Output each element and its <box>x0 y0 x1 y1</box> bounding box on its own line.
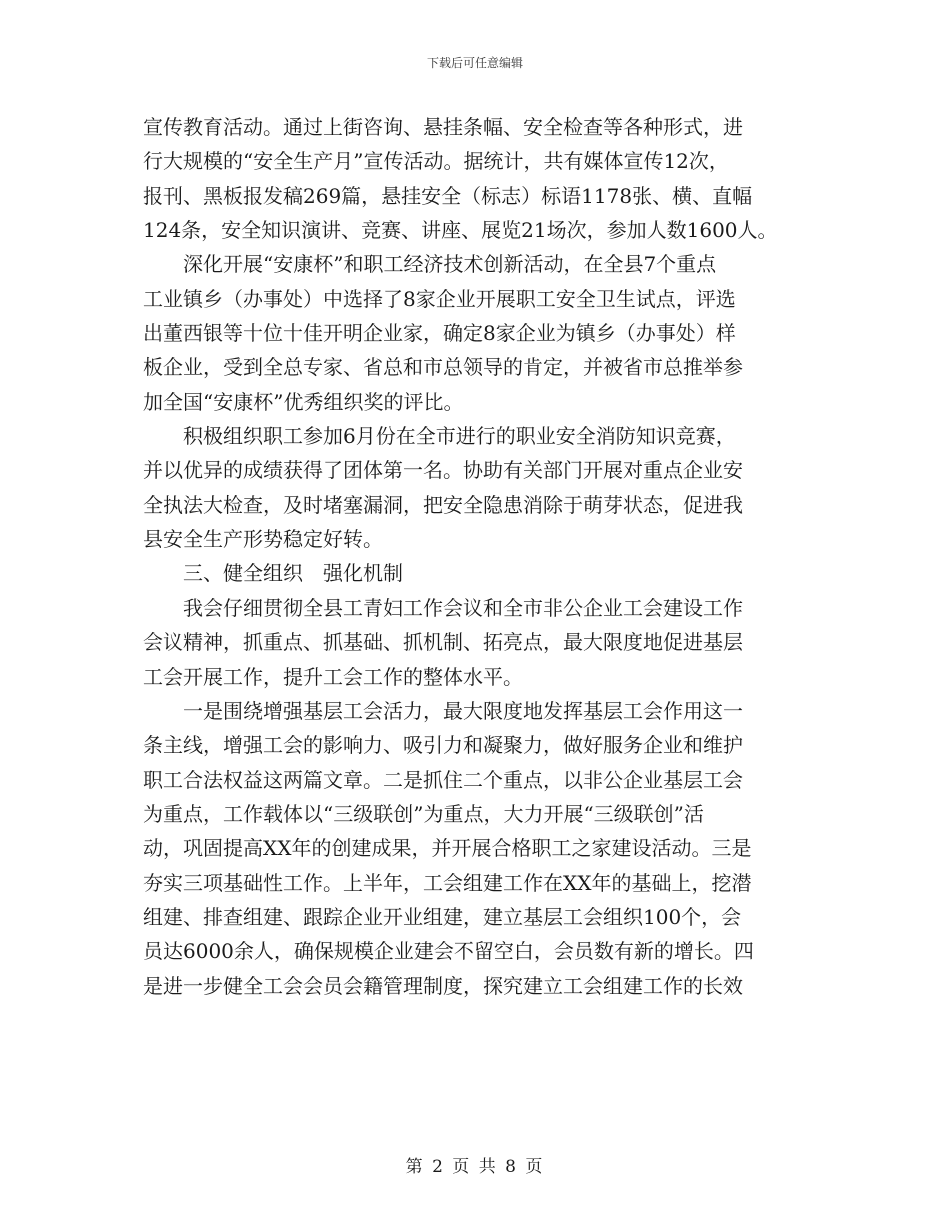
text-line: 出董西银等十位十佳开明企业家，确定8家企业为镇乡（办事处）样 <box>143 321 736 346</box>
text-line: 动，巩固提高XX年的创建成果，并开展合格职工之家建设活动。三是 <box>143 836 752 861</box>
text-line: 加全国“安康杯”优秀组织奖的评比。 <box>143 389 464 414</box>
text-line: 工业镇乡（办事处）中选择了8家企业开展职工安全卫生试点，评选 <box>143 286 736 311</box>
text-line: 一是围绕增强基层工会活力，最大限度地发挥基层工会作用这一 <box>183 698 743 723</box>
text-line: 行大规模的“安全生产月”宣传活动。据统计，共有媒体宣传12次， <box>143 149 729 174</box>
text-line: 报刊、黑板报发稿269篇，悬挂安全（标志）标语1178张、横、直幅 <box>143 183 753 208</box>
page-number-footer: 第 2 页 共 8 页 <box>405 1157 545 1177</box>
text-line: 124条，安全知识演讲、竞赛、讲座、展览21场次，参加人数1600人。 <box>143 218 778 243</box>
text-line: 组建、排查组建、跟踪企业开业组建，建立基层工会组织100个，会 <box>143 904 742 929</box>
text-line: 职工合法权益这两篇文章。二是抓住二个重点，以非公企业基层工会 <box>143 767 743 792</box>
text-line: 为重点，工作载体以“三级联创”为重点，大力开展“三级联创”活 <box>143 801 704 826</box>
text-line: 会议精神，抓重点、抓基础、抓机制、拓亮点，最大限度地促进基层 <box>143 630 743 655</box>
text-line: 县安全生产形势稳定好转。 <box>143 527 383 552</box>
text-line: 三、健全组织 强化机制 <box>183 561 403 586</box>
text-line: 条主线，增强工会的影响力、吸引力和凝聚力，做好服务企业和维护 <box>143 733 743 758</box>
text-line: 板企业，受到全总专家、省总和市总领导的肯定，并被省市总推举参 <box>143 355 743 380</box>
text-line: 宣传教育活动。通过上街咨询、悬挂条幅、安全检查等各种形式，进 <box>143 115 743 139</box>
text-line: 并以优异的成绩获得了团体第一名。协助有关部门开展对重点企业安 <box>143 458 743 483</box>
text-line: 深化开展“安康杯”和职工经济技术创新活动，在全县7个重点 <box>183 252 717 277</box>
text-line: 全执法大检查，及时堵塞漏洞，把安全隐患消除于萌芽状态，促进我 <box>143 492 743 517</box>
text-line: 是进一步健全工会会员会籍管理制度，探究建立工会组建工作的长效 <box>143 973 743 998</box>
text-line: 工会开展工作，提升工会工作的整体水平。 <box>143 664 523 689</box>
text-line: 我会仔细贯彻全县工青妇工作会议和全市非公企业工会建设工作 <box>183 595 743 620</box>
text-line: 夯实三项基础性工作。上半年，工会组建工作在XX年的基础上，挖潜 <box>143 870 752 895</box>
text-line: 积极组织职工参加6月份在全市进行的职业安全消防知识竞赛， <box>183 424 736 449</box>
text-line: 员达6000余人，确保规模企业建会不留空白，会员数有新的增长。四 <box>143 939 754 964</box>
page-header: 下载后可任意编辑 <box>426 56 523 70</box>
document-body <box>143 110 813 1003</box>
